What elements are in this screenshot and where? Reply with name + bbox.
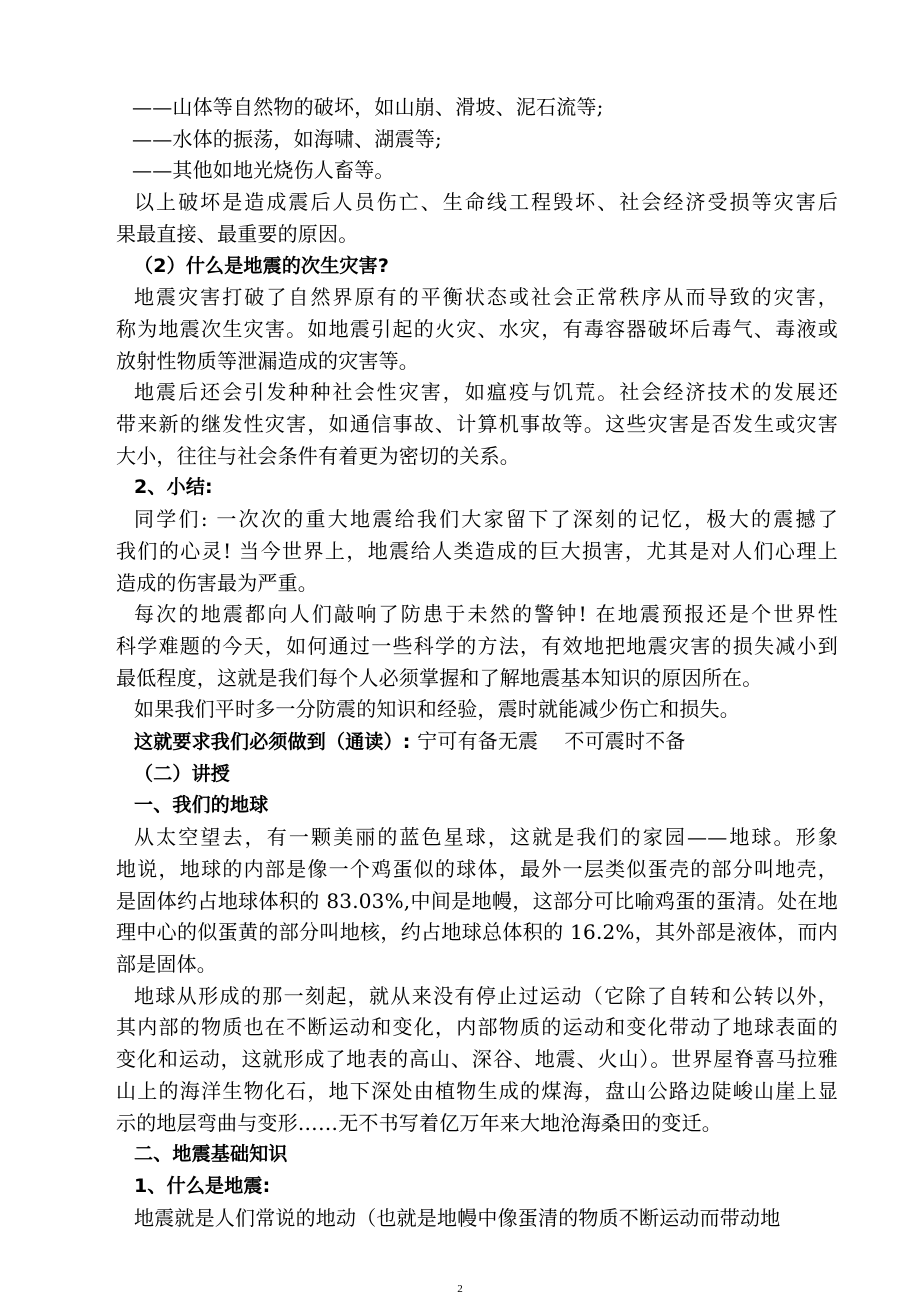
list-line: ——山体等自然物的破坏，如山崩、滑坡、泥石流等; xyxy=(132,95,604,119)
paragraph-line: 示的地层弯曲与变形……无不书写着亿万年来大地沧海桑田的变迁。 xyxy=(116,1110,722,1135)
paragraph xyxy=(116,1203,838,1235)
paragraph-line: 地震后还会引发种种社会性灾害，如瘟疫与饥荒。社会经济技术的发展还 xyxy=(134,380,838,405)
paragraph-line: 科学难题的今天，如何通过一些科学的方法，有效地把地震灾害的损失减小到 xyxy=(116,633,838,658)
paragraph xyxy=(116,694,838,726)
motto-line xyxy=(116,726,838,759)
paragraph-line: 如果我们平时多一分防震的知识和经验，震时就能减少伤亡和损失。 xyxy=(134,697,740,722)
paragraph-line: 带来新的继发性灾害，如通信事故、计算机事故等。这些灾害是否发生或灾害 xyxy=(116,412,838,437)
paragraph-line: 从太空望去，有一颗美丽的蓝色星球，这就是我们的家园——地球。形象 xyxy=(134,825,838,850)
document-body xyxy=(116,92,838,1234)
paragraph-line: 地说，地球的内部是像一个鸡蛋似的球体，最外一层类似蛋壳的部分叫地壳， xyxy=(116,856,838,881)
paragraph xyxy=(116,377,838,472)
list-line: ——水体的振荡，如海啸、湖震等; xyxy=(132,126,442,151)
paragraph-line: 我们的心灵! 当今世界上，地震给人类造成的巨大损害，尤其是对人们心理上 xyxy=(116,538,838,563)
section-heading: 2、小结: xyxy=(134,476,213,499)
section-heading: 1、什么是地震: xyxy=(134,1174,271,1197)
paragraph xyxy=(116,187,838,250)
paragraph-line: 每次的地震都向人们敲响了防患于未然的警钟! 在地震预报还是个世界性 xyxy=(134,602,838,627)
paragraph-line: 地震灾害打破了自然界原有的平衡状态或社会正常秩序从而导致的灾害， xyxy=(134,285,838,310)
page-number: 2 xyxy=(457,1283,463,1295)
section-heading: （二）讲授 xyxy=(134,762,231,785)
paragraph-line: 同学们: 一次次的重大地震给我们大家留下了深刻的记忆，极大的震撼了 xyxy=(134,507,838,532)
paragraph-line: 变化和运动，这就形成了地表的高山、深谷、地震、火山）。世界屋脊喜马拉雅 xyxy=(116,1047,838,1072)
section-heading: 二、地震基础知识 xyxy=(134,1143,288,1166)
motto-part-2: 不可震时不备 xyxy=(564,729,686,754)
paragraph xyxy=(116,282,838,377)
paragraph-line: 部是固体。 xyxy=(116,951,217,976)
paragraph xyxy=(116,822,838,981)
paragraph-line: 放射性物质等泄漏造成的灾害等。 xyxy=(116,348,419,373)
section-heading: 一、我们的地球 xyxy=(134,794,269,817)
list-line: ——其他如地光烧伤人畜等。 xyxy=(132,158,395,183)
paragraph-line: 果最直接、最重要的原因。 xyxy=(116,221,359,246)
paragraph-line: 造成的伤害最为严重。 xyxy=(116,570,318,595)
paragraph-line: 其内部的物质也在不断运动和变化，内部物质的运动和变化带动了地球表面的 xyxy=(116,1015,838,1040)
motto-label: 这就要求我们必须做到（通读）: xyxy=(134,731,411,754)
section-heading: （2）什么是地震的次生灾害? xyxy=(134,254,390,277)
paragraph-line: 大小，往往与社会条件有着更为密切的关系。 xyxy=(116,443,520,468)
paragraph-line: 以上破坏是造成震后人员伤亡、生命线工程毁坏、社会经济受损等灾害后 xyxy=(134,190,838,215)
paragraph-line: 地球从形成的那一刻起，就从来没有停止过运动（它除了自转和公转以外， xyxy=(134,983,838,1008)
paragraph-line: 山上的海洋生物化石，地下深处由植物生成的煤海，盘山公路边陡峻山崖上显 xyxy=(116,1078,838,1103)
paragraph-line: 是固体约占地球体积的 83.03%,中间是地幔，这部分可比喻鸡蛋的蛋清。处在地 xyxy=(116,888,838,913)
paragraph xyxy=(116,504,838,599)
paragraph-line: 最低程度，这就是我们每个人必须掌握和了解地震基本知识的原因所在。 xyxy=(116,665,763,690)
paragraph-line: 理中心的似蛋黄的部分叫地核，约占地球总体积的 16.2%，其外部是液体，而内 xyxy=(116,920,838,945)
paragraph xyxy=(116,981,838,1140)
motto-part-1: 宁可有备无震 xyxy=(417,729,539,754)
paragraph xyxy=(116,599,838,694)
paragraph-line: 地震就是人们常说的地动（也就是地幔中像蛋清的物质不断运动而带动地 xyxy=(134,1205,781,1230)
paragraph-line: 称为地震次生灾害。如地震引起的火灾、水灾，有毒容器破坏后毒气、毒液或 xyxy=(116,316,838,341)
